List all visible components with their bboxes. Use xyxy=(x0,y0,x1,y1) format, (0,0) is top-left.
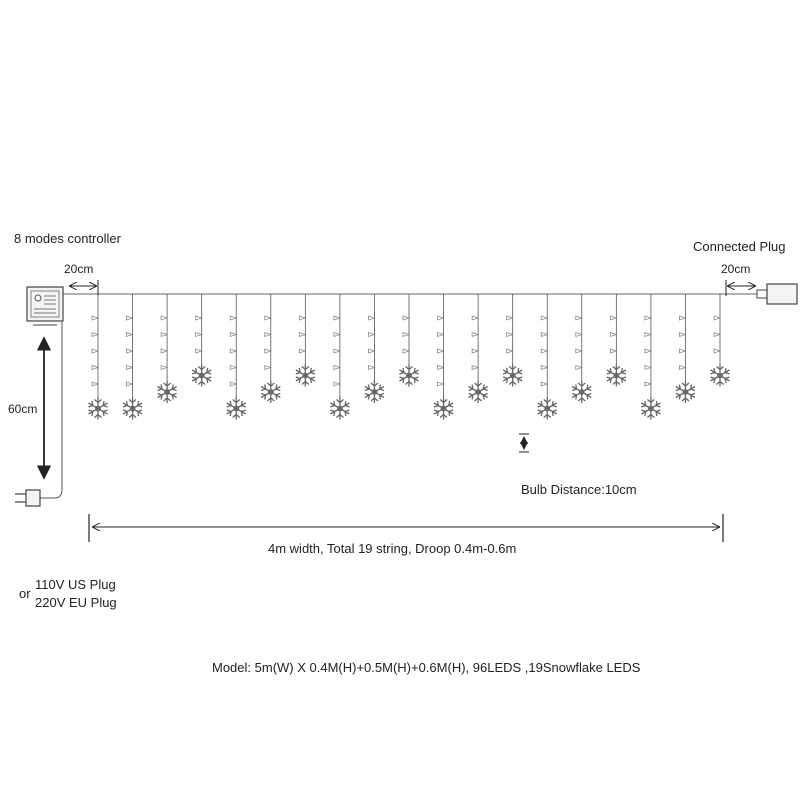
led-bulb xyxy=(507,333,513,337)
bulb-distance-label: Bulb Distance:10cm xyxy=(521,482,637,497)
led-bulb xyxy=(230,316,236,320)
led-bulb xyxy=(679,366,685,370)
led-bulb xyxy=(92,366,98,370)
led-bulb xyxy=(714,316,720,320)
led-bulb xyxy=(472,333,478,337)
led-bulb xyxy=(230,349,236,353)
light-string xyxy=(536,294,559,420)
led-bulb xyxy=(334,366,340,370)
connected-plug xyxy=(757,284,797,304)
snowflake-icon xyxy=(294,365,317,387)
led-bulb xyxy=(92,349,98,353)
led-bulb xyxy=(679,316,685,320)
snowflake-icon xyxy=(432,398,455,420)
led-bulb xyxy=(679,349,685,353)
right-gap-label: 20cm xyxy=(721,262,751,276)
snowflake-icon xyxy=(87,398,110,420)
led-bulb xyxy=(92,333,98,337)
led-bulb xyxy=(679,333,685,337)
led-bulb xyxy=(403,349,409,353)
led-bulb xyxy=(541,316,547,320)
width-note-label: 4m width, Total 19 string, Droop 0.4m-0.6m xyxy=(268,541,517,556)
led-bulb xyxy=(368,333,374,337)
light-string xyxy=(329,294,352,420)
light-string xyxy=(432,294,455,420)
light-string xyxy=(467,294,490,403)
width-dimension xyxy=(89,514,723,542)
led-bulb xyxy=(645,349,651,353)
connected-plug-label: Connected Plug xyxy=(693,239,786,254)
led-bulb xyxy=(472,349,478,353)
snowflake-icon xyxy=(260,381,283,403)
led-bulb xyxy=(645,333,651,337)
led-bulb xyxy=(507,316,513,320)
led-bulb xyxy=(714,333,720,337)
led-bulb xyxy=(438,382,444,386)
led-bulb xyxy=(334,382,340,386)
led-bulb xyxy=(265,366,271,370)
led-bulb xyxy=(610,316,616,320)
led-bulb xyxy=(438,366,444,370)
lead-length-label: 60cm xyxy=(8,402,38,416)
us-plug-label: 110V US Plug xyxy=(35,577,116,592)
light-string xyxy=(709,294,732,387)
led-bulb xyxy=(576,333,582,337)
snowflake-icon xyxy=(363,381,386,403)
light-string xyxy=(605,294,628,387)
snowflake-icon xyxy=(501,365,524,387)
led-bulb xyxy=(196,316,202,320)
snowflake-icon xyxy=(605,365,628,387)
led-bulb xyxy=(541,333,547,337)
led-bulb xyxy=(334,349,340,353)
snowflake-icon xyxy=(398,365,421,387)
led-bulb xyxy=(645,316,651,320)
led-bulb xyxy=(127,349,133,353)
led-bulb xyxy=(472,366,478,370)
led-bulb xyxy=(299,349,305,353)
led-bulb xyxy=(127,316,133,320)
light-string xyxy=(87,294,110,420)
led-bulb xyxy=(196,349,202,353)
led-bulb xyxy=(507,349,513,353)
led-bulb xyxy=(714,349,720,353)
led-bulb xyxy=(541,382,547,386)
light-string xyxy=(156,294,179,403)
left-gap-label: 20cm xyxy=(64,262,94,276)
led-bulb xyxy=(230,333,236,337)
led-bulb xyxy=(576,366,582,370)
led-bulb xyxy=(161,366,167,370)
snowflake-icon xyxy=(640,398,663,420)
snowflake-icon xyxy=(329,398,352,420)
controller-box xyxy=(27,287,63,325)
led-bulb xyxy=(334,316,340,320)
led-bulb xyxy=(161,316,167,320)
snowflake-icon xyxy=(674,381,697,403)
led-bulb xyxy=(368,349,374,353)
eu-plug-label: 220V EU Plug xyxy=(35,595,117,610)
light-string xyxy=(640,294,663,420)
led-bulb xyxy=(265,349,271,353)
led-bulb xyxy=(438,316,444,320)
snowflake-icon xyxy=(225,398,248,420)
led-bulb xyxy=(610,333,616,337)
light-string xyxy=(121,294,144,420)
light-string xyxy=(363,294,386,403)
led-bulb xyxy=(541,349,547,353)
led-bulb xyxy=(299,316,305,320)
led-bulb xyxy=(438,349,444,353)
snowflake-icon xyxy=(190,365,213,387)
bulb-distance-marker xyxy=(519,434,529,452)
snowflake-icon xyxy=(467,381,490,403)
or-label: or xyxy=(19,586,31,601)
light-string xyxy=(571,294,594,403)
led-bulb xyxy=(161,333,167,337)
led-bulb xyxy=(368,366,374,370)
snowflake-icon xyxy=(571,381,594,403)
led-bulb xyxy=(645,366,651,370)
light-string xyxy=(260,294,283,403)
snowflake-icon xyxy=(709,365,732,387)
led-bulb xyxy=(230,382,236,386)
led-bulb xyxy=(127,333,133,337)
led-bulb xyxy=(127,382,133,386)
led-bulb xyxy=(92,382,98,386)
controller-label: 8 modes controller xyxy=(14,231,121,246)
light-string xyxy=(294,294,317,387)
model-label: Model: 5m(W) X 0.4M(H)+0.5M(H)+0.6M(H), 96LEDS ,19Snowflake LEDS xyxy=(212,660,641,675)
light-string xyxy=(674,294,697,403)
led-bulb xyxy=(92,316,98,320)
led-bulb xyxy=(161,349,167,353)
led-bulb xyxy=(403,316,409,320)
led-bulb xyxy=(265,333,271,337)
led-bulb xyxy=(368,316,374,320)
light-string xyxy=(190,294,213,387)
led-bulb xyxy=(472,316,478,320)
led-bulb xyxy=(645,382,651,386)
led-bulb xyxy=(230,366,236,370)
led-bulb xyxy=(403,333,409,337)
led-bulb xyxy=(334,333,340,337)
led-bulb xyxy=(541,366,547,370)
led-bulb xyxy=(438,333,444,337)
led-bulb xyxy=(196,333,202,337)
snowflake-icon xyxy=(156,381,179,403)
light-strings xyxy=(87,294,732,420)
snowflake-icon xyxy=(121,398,144,420)
led-bulb xyxy=(265,316,271,320)
led-bulb xyxy=(127,366,133,370)
snowflake-icon xyxy=(536,398,559,420)
led-bulb xyxy=(576,316,582,320)
light-string xyxy=(398,294,421,387)
light-string xyxy=(501,294,524,387)
led-bulb xyxy=(610,349,616,353)
led-bulb xyxy=(576,349,582,353)
light-string xyxy=(225,294,248,420)
led-bulb xyxy=(299,333,305,337)
